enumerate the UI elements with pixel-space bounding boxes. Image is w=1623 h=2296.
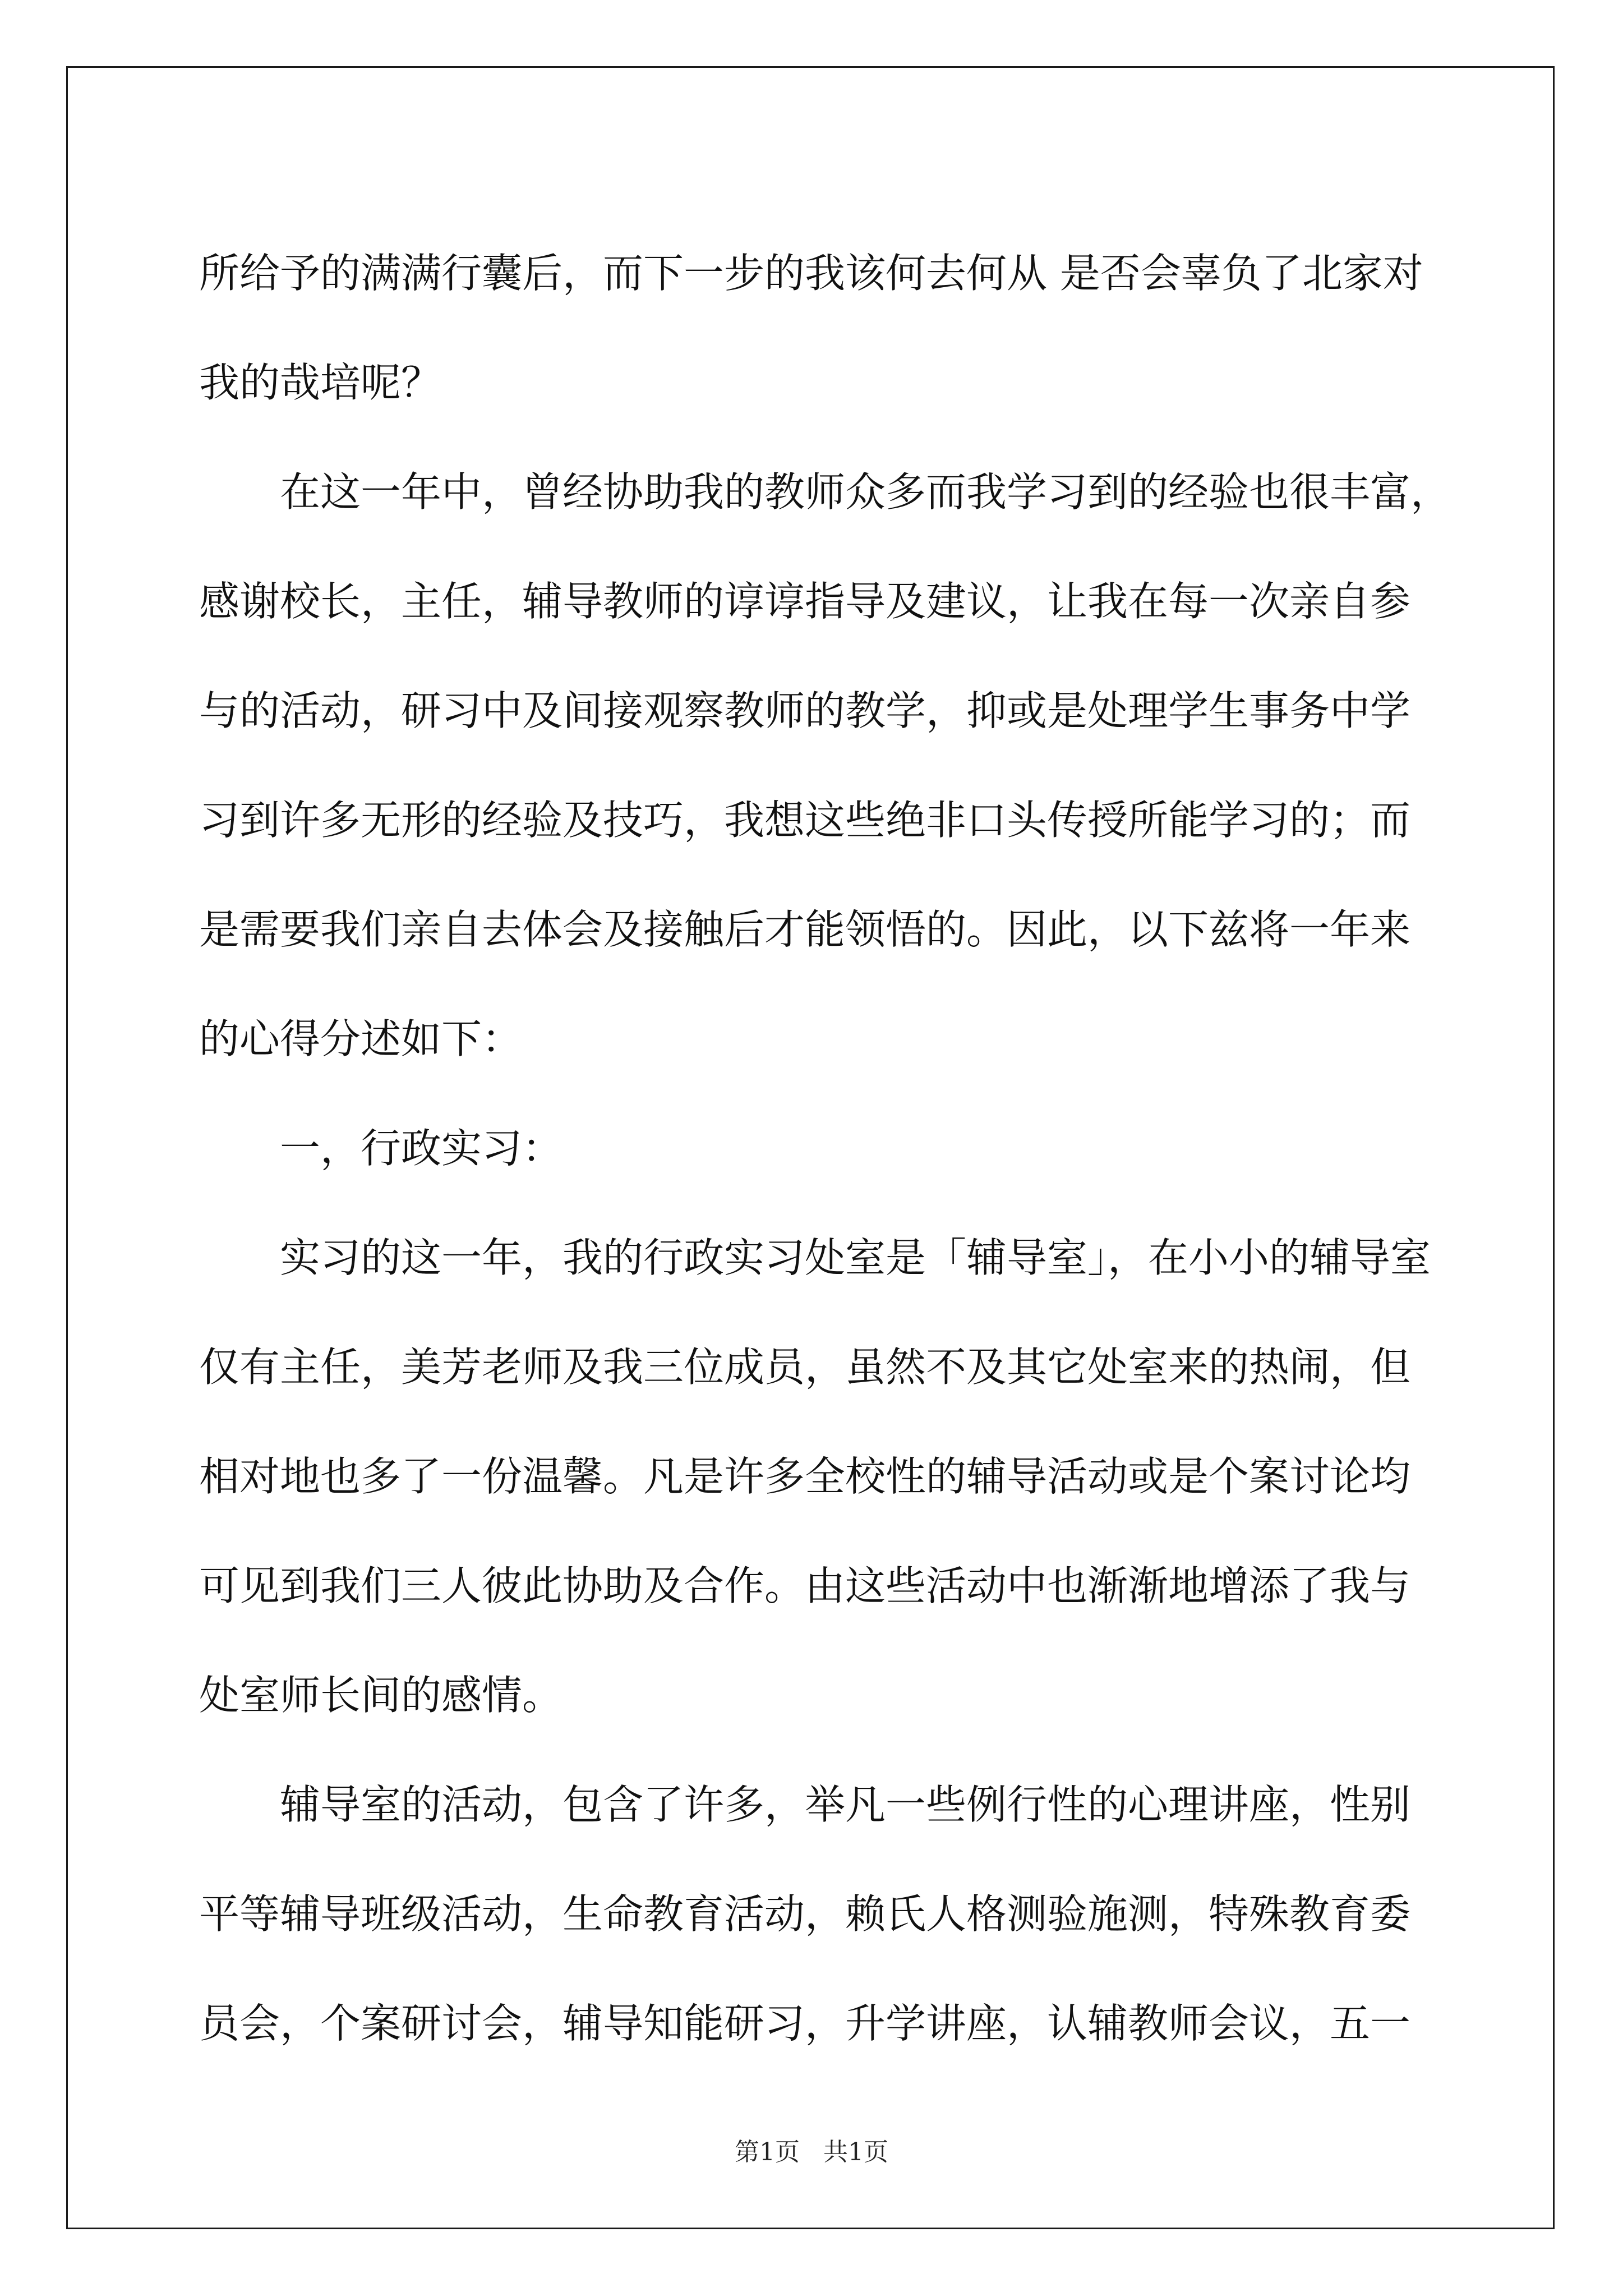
text-line: 与的活动，研习中及间接观察教师的教学，抑或是处理学生事务中学: [199, 687, 1411, 734]
text-line: 感谢校长，主任，辅导教师的谆谆指导及建议，让我在每一次亲自参: [199, 578, 1411, 625]
text-line: 员会，个案研讨会，辅导知能研习，升学讲座，认辅教师会议，五一: [199, 2000, 1411, 2047]
text-line: 我的哉培呢？: [199, 359, 442, 406]
document-body: [199, 219, 1451, 2078]
text-line: 是需要我们亲自去体会及接触后才能领悟的。因此，以下兹将一年来: [199, 906, 1411, 953]
text-line: 所给予的满满行囊后，而下一步的我该何去何从 是否会辜负了北家对: [199, 250, 1423, 297]
section-heading: 一，行政实习：: [280, 1125, 563, 1172]
text-line: 实习的这一年，我的行政实习处室是「辅导室」，在小小的辅导室: [280, 1234, 1431, 1281]
text-line: 仅有主任，美芳老师及我三位成员，虽然不及其它处室来的热闹，但: [199, 1343, 1411, 1391]
text-line: 处室师长间的感情。: [199, 1672, 563, 1719]
text-line: 可见到我们三人彼此协助及合作。由这些活动中也渐渐地增添了我与: [199, 1562, 1411, 1609]
text-line: 的心得分述如下：: [199, 1015, 523, 1062]
text-line: 辅导室的活动，包含了许多，举凡一些例行性的心理讲座，性别: [280, 1781, 1411, 1828]
text-line: 习到许多无形的经验及技巧，我想这些绝非口头传授所能学习的；而: [199, 797, 1411, 844]
page-number-footer: 第1页 共1页: [735, 2138, 888, 2166]
text-line: 平等辅导班级活动，生命教育活动，赖氏人格测验施测，特殊教育委: [199, 1890, 1411, 1938]
text-line: 在这一年中，曾经协助我的教师众多而我学习到的经验也很丰富，: [280, 468, 1451, 516]
text-line: 相对地也多了一份温馨。凡是许多全校性的辅导活动或是个案讨论均: [199, 1453, 1411, 1500]
